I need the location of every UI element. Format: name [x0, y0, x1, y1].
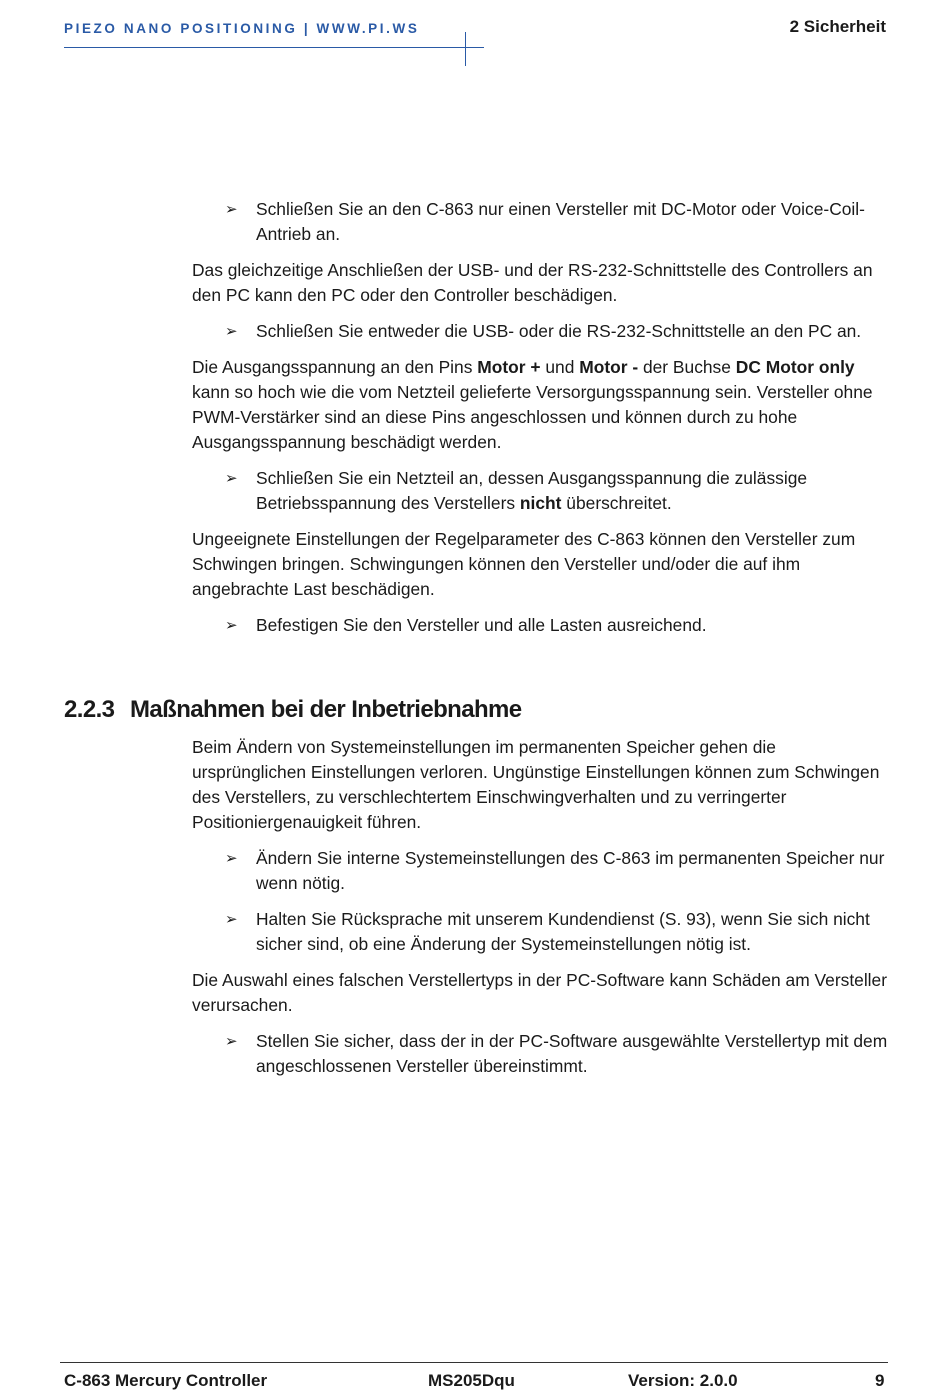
bullet-text: Schließen Sie an den C-863 nur einen Versteller mit DC-Motor oder Voice-Coil-Antrieb an. [256, 199, 865, 244]
list-item [192, 1029, 892, 1079]
page-number: 9 [875, 1371, 885, 1390]
arrow-bullet-icon: ➢ [225, 911, 238, 928]
arrow-bullet-icon: ➢ [225, 850, 238, 867]
text-run: der Buchse [638, 357, 736, 377]
text-run: kann so hoch wie die vom Netzteil gelieferte Versorgungsspannung sein. Versteller ohne PWM-Verstärker sind an diese Pins angeschlossen und können durch zu hohe Ausgangsspannung beschädigt werden. [192, 382, 873, 452]
paragraph: Beim Ändern von Systemeinstellungen im permanenten Speicher gehen die ursprünglichen Einstellungen verloren. Ungünstige Einstellungen können zum Schwingen des Verstellers, zu verschlechtertem Einschwingverhalten und zu verringerter Positioniergenauigkeit führen. [192, 737, 880, 832]
text-run: und [540, 357, 580, 377]
list-item [192, 907, 892, 957]
text-run: Die Ausgangsspannung an den Pins [192, 357, 478, 377]
section-number: 2.2.3 [64, 696, 115, 723]
paragraph: Ungeeignete Einstellungen der Regelparameter des C-863 können den Versteller zum Schwingen bringen. Schwingungen können den Versteller und/oder die auf ihm angebrachte Last beschädigen. [192, 529, 856, 599]
text-run: Schließen Sie ein Netzteil an, dessen Ausgangsspannung die zulässige Betriebsspannung des Verstellers [256, 468, 808, 513]
emphasis-bold: nicht [519, 493, 562, 513]
bullet-text: Halten Sie Rücksprache mit unserem Kundendienst (S. 93), wenn Sie sich nicht sicher sind, ob eine Änderung der Systemeinstellungen nötig ist. [256, 909, 870, 954]
footer-product: C-863 Mercury Controller [64, 1371, 268, 1390]
header-brand-logo: PIEZO NANO POSITIONING | WWW.PI.WS [64, 21, 420, 36]
list-item [192, 466, 892, 516]
arrow-bullet-icon: ➢ [225, 323, 238, 340]
bullet-text: Schließen Sie entweder die USB- oder die RS-232-Schnittstelle an den PC an. [256, 321, 862, 341]
list-item [192, 846, 892, 896]
header-section-title: 2 Sicherheit [789, 17, 886, 36]
bullet-text: Stellen Sie sicher, dass der in der PC-Software ausgewählte Verstellertyp mit dem angeschlossenen Versteller übereinstimmt. [256, 1031, 888, 1076]
footer-doc-id: MS205Dqu [428, 1371, 515, 1390]
paragraph: Die Auswahl eines falschen Verstellertyps in der PC-Software kann Schäden am Versteller verursachen. [192, 970, 888, 1015]
socket-name-bold: DC Motor only [735, 357, 855, 377]
section-title: Maßnahmen bei der Inbetriebnahme [130, 696, 522, 723]
logo-crosshair [465, 32, 466, 66]
header-divider [64, 47, 484, 48]
arrow-bullet-icon: ➢ [225, 617, 238, 634]
bullet-text: Befestigen Sie den Versteller und alle Lasten ausreichend. [256, 615, 707, 635]
arrow-bullet-icon: ➢ [225, 201, 238, 218]
list-item [192, 197, 892, 247]
paragraph: Das gleichzeitige Anschließen der USB- und der RS-232-Schnittstelle des Controllers an den PC kann den PC oder den Controller beschädigen. [192, 260, 873, 305]
pin-name-bold: Motor - [579, 357, 639, 377]
bullet-text [256, 468, 807, 513]
paragraph [192, 355, 892, 455]
safety-block [192, 197, 892, 649]
arrow-bullet-icon: ➢ [225, 470, 238, 487]
section-heading [64, 696, 522, 724]
footer-version: Version: 2.0.0 [628, 1371, 738, 1390]
commissioning-block [192, 735, 892, 1090]
text-run: überschreitet. [561, 493, 672, 513]
arrow-bullet-icon: ➢ [225, 1033, 238, 1050]
pin-name-bold: Motor + [477, 357, 541, 377]
list-item [192, 319, 892, 344]
list-item [192, 613, 892, 638]
footer-divider [60, 1362, 888, 1363]
bullet-text: Ändern Sie interne Systemeinstellungen des C-863 im permanenten Speicher nur wenn nötig. [256, 848, 885, 893]
